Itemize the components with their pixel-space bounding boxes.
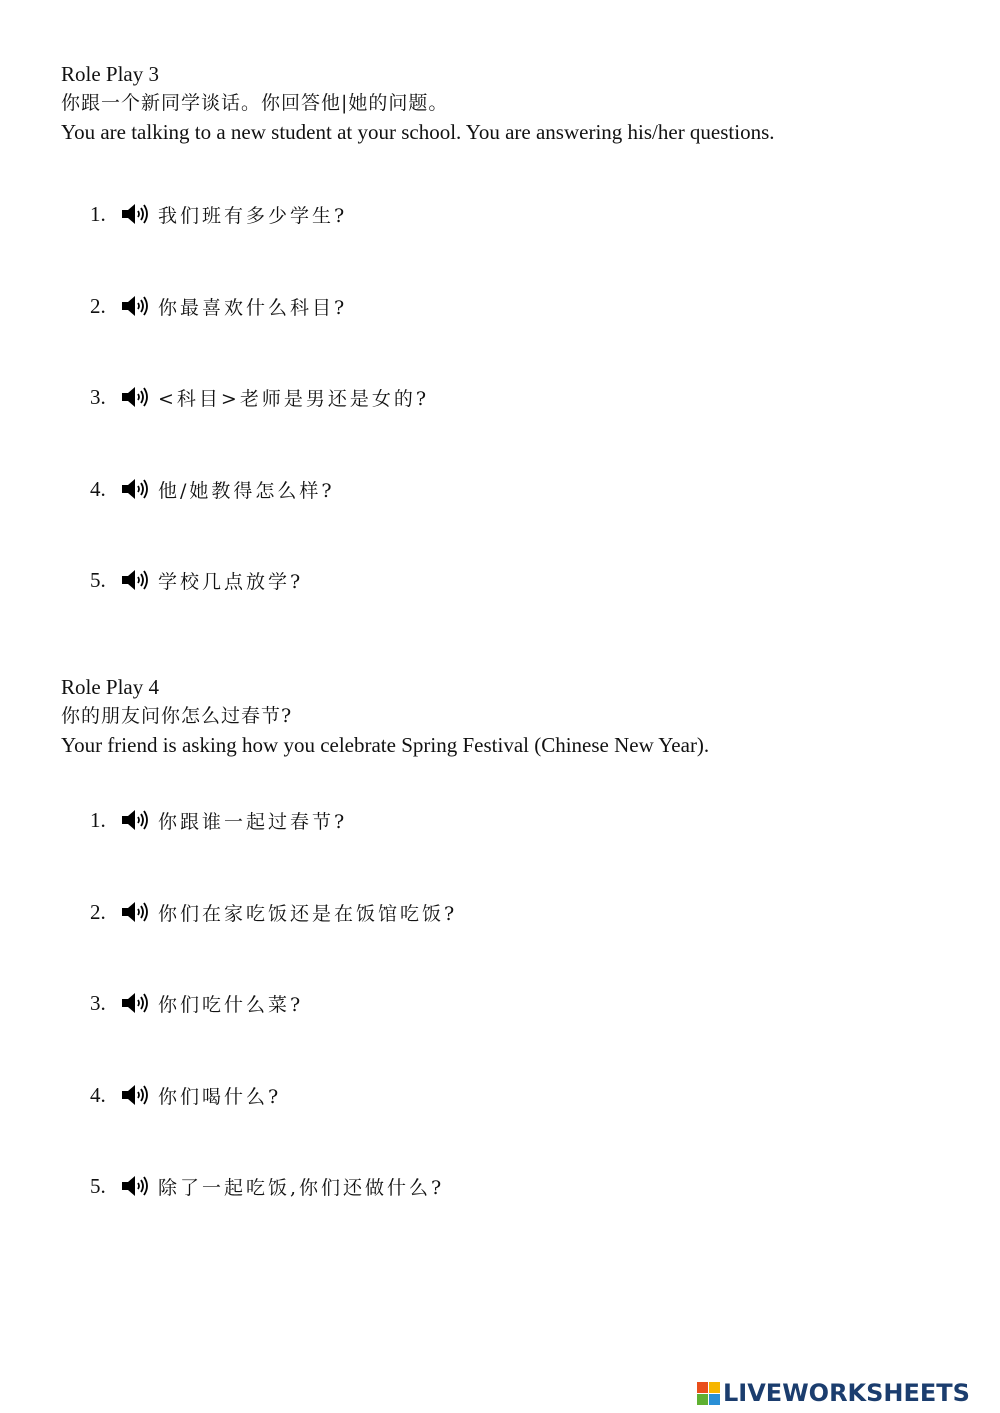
logo-mark-icon (697, 1382, 720, 1405)
roleplay3-question-2 (90, 292, 347, 320)
roleplay3-question-1 (90, 200, 347, 228)
question-number: 3. (90, 384, 106, 409)
question-text: 你们喝什么? (158, 1085, 282, 1108)
question-number: 5. (90, 567, 106, 592)
speaker-icon[interactable] (120, 991, 150, 1015)
logo-mark-cell (697, 1382, 708, 1393)
liveworksheets-logo (697, 1378, 970, 1408)
question-text: 学校几点放学? (158, 570, 304, 593)
roleplay4-question-3 (90, 989, 303, 1017)
roleplay3-instruction-cn: 你跟一个新同学谈话。你回答他|她的问题。 (61, 92, 449, 114)
roleplay3-question-5 (90, 566, 303, 594)
question-number: 5. (90, 1173, 106, 1198)
speaker-icon[interactable] (120, 294, 150, 318)
roleplay3-title: Role Play 3 (61, 62, 159, 86)
speaker-icon[interactable] (120, 385, 150, 409)
roleplay3-question-4 (90, 475, 335, 503)
logo-mark-cell (709, 1382, 720, 1393)
logo-mark-cell (697, 1394, 708, 1405)
speaker-icon[interactable] (120, 202, 150, 226)
question-text: 你们在家吃饭还是在饭馆吃饭? (158, 902, 458, 925)
question-number: 3. (90, 990, 106, 1015)
question-number: 2. (90, 899, 106, 924)
question-number: 1. (90, 807, 106, 832)
roleplay4-header (61, 673, 961, 760)
question-text: <科目>老师是男还是女的? (158, 387, 430, 410)
logo-mark-cell (709, 1394, 720, 1405)
roleplay4-instruction-cn: 你的朋友问你怎么过春节? (61, 705, 293, 727)
roleplay4-question-1 (90, 806, 347, 834)
roleplay4-question-5 (90, 1172, 444, 1200)
speaker-icon[interactable] (120, 568, 150, 592)
roleplay4-instruction-en: Your friend is asking how you celebrate Spring Festival (Chinese New Year). (61, 733, 710, 757)
speaker-icon[interactable] (120, 477, 150, 501)
question-text: 你最喜欢什么科目? (158, 296, 348, 319)
roleplay3-instruction-en: You are talking to a new student at your school. You are answering his/her questions. (61, 120, 775, 144)
question-text: 他/她教得怎么样? (158, 479, 335, 502)
question-text: 你们吃什么菜? (158, 993, 304, 1016)
question-text: 你跟谁一起过春节? (158, 810, 348, 833)
question-number: 1. (90, 201, 106, 226)
logo-text: LIVEWORKSHEETS (723, 1379, 970, 1407)
speaker-icon[interactable] (120, 1174, 150, 1198)
speaker-icon[interactable] (120, 1083, 150, 1107)
speaker-icon[interactable] (120, 808, 150, 832)
question-text: 除了一起吃饭,你们还做什么? (158, 1176, 445, 1199)
question-number: 2. (90, 293, 106, 318)
question-number: 4. (90, 476, 106, 501)
roleplay4-question-2 (90, 898, 457, 926)
question-text: 我们班有多少学生? (158, 204, 348, 227)
roleplay3-question-3 (90, 383, 429, 411)
roleplay4-title: Role Play 4 (61, 675, 159, 699)
speaker-icon[interactable] (120, 900, 150, 924)
question-number: 4. (90, 1082, 106, 1107)
roleplay4-question-4 (90, 1081, 281, 1109)
roleplay3-header (61, 60, 961, 147)
